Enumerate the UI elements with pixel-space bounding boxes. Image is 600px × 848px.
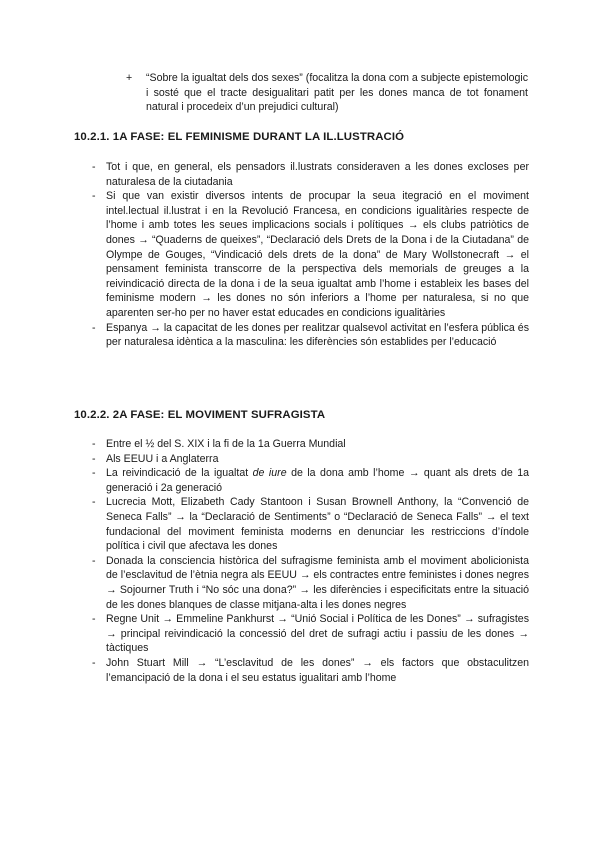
- list-item: [92, 189, 529, 320]
- list-item-text: John Stuart Mill → “L’esclavitud de les dones” → els factors que obstaculitzen l’emancipació de la dona i el seu estatus igualitari amb l’home: [106, 656, 529, 684]
- list-item: [92, 160, 529, 189]
- dash-bullet: -: [92, 438, 96, 450]
- list-item: [92, 656, 529, 685]
- section-heading-2: 10.2.2. 2A FASE: EL MOVIMENT SUFRAGISTA: [74, 409, 326, 421]
- list-item-text: Entre el ½ del S. XIX i la fi de la 1a Guerra Mundial: [106, 438, 346, 450]
- list-item-text: Si que van existir diversos intents de procupar la seua itegració en el moviment intel.lectual il.lustrat i en la Revolució Francesa, en condicions igualitàries respecte de l’home i amb totes les seues implicacions socials i polítiques → els clubs patriòtics de dones → “Quaderns de queixes”, “Declaració dels Drets de la Dona i de la Ciutadana” de Olympe de Gouges, “Vindicació dels drets de la dona” de Mary Wollstonecraft → el pensament feminista transcorre de la perspectiva dels memorials de greuges a la reivindicació directa de la dona i de la seua igualtat amb l’home i estableix les bases del feminisme modern → les dones no són inferiors a l’home per naturalesa, si no que aparenten ser-ho per no haver estat educades en condicions igualitàries: [106, 190, 529, 319]
- list-item: [92, 612, 529, 656]
- dash-bullet: -: [92, 613, 96, 626]
- dash-bullet: -: [92, 452, 96, 465]
- list-item-text: Tot i que, en general, els pensadors il.lustrats consideraven a les dones excloses per naturalesa de la ciutadania: [106, 161, 529, 188]
- dash-bullet: -: [92, 496, 96, 509]
- dash-bullet: -: [92, 321, 96, 334]
- sub-list-item: [128, 71, 528, 115]
- list-item-text: Als EEUU i a Anglaterra: [106, 452, 219, 465]
- list-item: [92, 321, 529, 350]
- list-item: [92, 495, 529, 553]
- dash-bullet: -: [92, 190, 96, 203]
- plus-bullet: +: [126, 72, 133, 84]
- list-item: [92, 437, 529, 452]
- list-item-text: Espanya → la capacitat de les dones per realitzar qualsevol activitat en l’esfera pública és per naturalesa idèntica a la masculina: les diferències són establides per l’educació: [106, 321, 529, 349]
- list-item: [92, 466, 529, 495]
- dash-bullet: -: [92, 554, 96, 567]
- text-run: de la dona amb l’home → quant als drets de 1a generació i 2a generació: [106, 467, 529, 494]
- italic-term: de iure: [252, 467, 287, 480]
- section2-list: [92, 437, 529, 685]
- dash-bullet: -: [92, 467, 96, 480]
- dash-bullet: -: [92, 161, 96, 173]
- text-run: La reivindicació de la igualtat: [106, 467, 253, 480]
- list-item-text: [106, 466, 529, 495]
- list-item-text: Regne Unit → Emmeline Pankhurst → “Unió Social i Política de les Dones” → sufragistes → principal reivindicació la concessió del dret de sufragi actiu i passiu de les dones → tàctiques: [106, 613, 529, 655]
- list-item: [92, 554, 529, 612]
- section-heading-1: 10.2.1. 1A FASE: EL FEMINISME DURANT LA IL.LUSTRACIÓ: [74, 131, 405, 143]
- list-item-text: Lucrecia Mott, Elizabeth Cady Stantoon i Susan Brownell Anthony, la “Convenció de Seneca Falls” → la “Declaració de Sentiments” o “Declaració de Seneca Falls” → el text fundacional del moviment feminista moderns en denunciar les restriccions d’índole política i civil que afectava les dones: [106, 496, 529, 553]
- list-item: [92, 452, 529, 467]
- dash-bullet: -: [92, 656, 96, 669]
- sub-list-item-text: “Sobre la igualtat dels dos sexes” (focalitza la dona com a subjecte epistemologic i sosté que el tracte desigualitari patit per les dones manca de tot fonament natural i procedeix d’un prejudici cultural): [146, 72, 528, 114]
- section1-list: [92, 160, 529, 350]
- list-item-text: Donada la consciencia històrica del sufragisme feminista amb el moviment abolicionista de l’esclavitud de l’ètnia negra als EEUU → els contractes entre feministes i dones negres → Sojourner Truth i “No sóc una dona?” → les diferències i especificitats entre la situació de les dones blanques de classe mitjana-alta i les dones negres: [106, 554, 529, 611]
